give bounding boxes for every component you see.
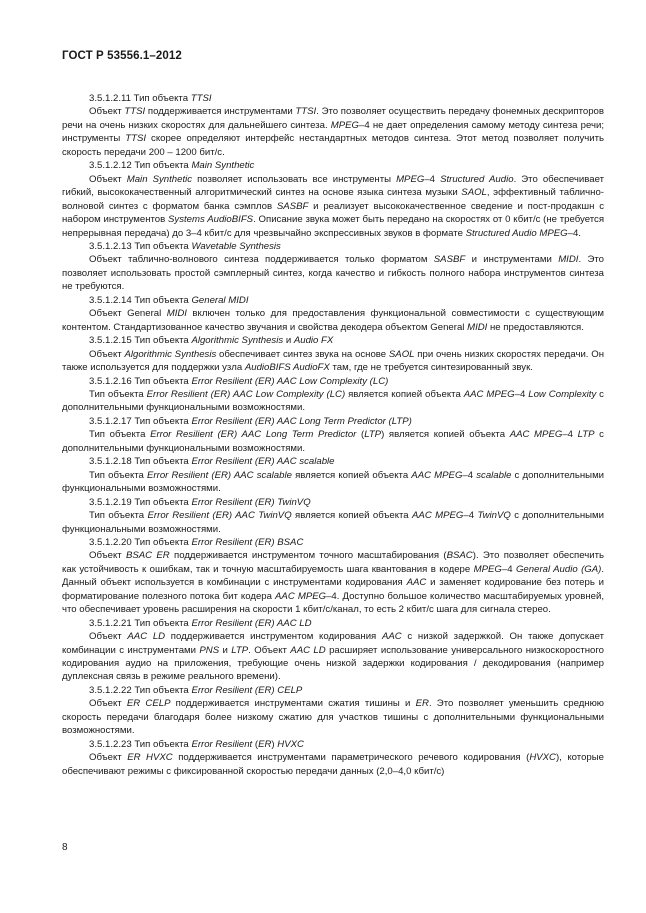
section-heading: 3.5.1.2.19 Тип объекта Error Resilient (ER) TwinVQ — [89, 496, 311, 508]
paragraph: Тип объекта Error Resilient (ER) AAC Long Term Predictor (LTP) является копией объекта AAC MPEG–4 LTP с дополнительными функциональными возможностями. — [62, 429, 604, 454]
section-heading: 3.5.1.2.20 Тип объекта Error Resilient (ER) BSAC — [89, 536, 304, 548]
section-heading: 3.5.1.2.23 Тип объекта Error Resilient (ER) HVXC — [89, 738, 304, 750]
section-heading: 3.5.1.2.12 Тип объекта Main Synthetic — [89, 160, 255, 172]
paragraph: Объект TTSI поддерживается инструментами TTSI. Это позволяет осуществить передачу фонемных дескрипторов речи на очень низких скоростях для дальнейшего синтеза. MPEG–4 не дает определения самому методу синтеза речи; инструменты TTSI скорее определяют интерфейс нестандартных методов синтеза. Этот метод позволяет получить скорость передачи 200 – 1200 бит/с. — [62, 106, 604, 158]
section-heading: 3.5.1.2.17 Тип объекта Error Resilient (ER) AAC Long Term Predictor (LTP) — [89, 415, 412, 427]
paragraph: Тип объекта Error Resilient (ER) AAC Low Complexity (LC) является копией объекта AAC MPEG–4 Low Complexity с дополнительными функциональными возможностями. — [62, 388, 604, 414]
paragraph: Объект Algorithmic Synthesis обеспечивает синтез звука на основе SAOL при очень низких скоростях передачи. Он также используется для поддержки узла AudioBIFS AudioFX там, где не требуется синтезированный звук. — [62, 348, 604, 374]
paragraph: Объект ER HVXC поддерживается инструментами параметрического речевого кодирования (HVXC), которые обеспечивают режимы с фиксированной скоростью передачи данных (2,0–4,0 кбит/с) — [62, 752, 604, 777]
paragraph: Объект General MIDI включен только для предоставления функциональной совместимости с существующим контентом. Стандартизованное качество звучания и свойства декодера объектом General MIDI не предоставляются. — [62, 308, 604, 333]
paragraph: Тип объекта Error Resilient (ER) AAC TwinVQ является копией объекта AAC MPEG–4 TwinVQ с дополнительными функциональными возможностями. — [62, 510, 604, 535]
section-heading: 3.5.1.2.22 Тип объекта Error Resilient (ER) CELP — [89, 684, 303, 696]
paragraph: Объект AAC LD поддерживается инструментом кодирования AAC с низкой задержкой. Он также допускает комбинации с инструментами PNS и LTP. Объект AAC LD расширяет использование универсального низкоскоростного кодирования аудио на приложения, требующие очень низкой задержки кодирования / декодирования (например дуплексная связь в режиме реального времени). — [62, 631, 604, 683]
paragraph: Объект таблично-волнового синтеза поддерживается только форматом SASBF и инструментами MIDI. Это позволяет использовать простой сэмплерный синтез, когда качество и гибкость полного набора инструментов синтеза не требуются. — [62, 254, 604, 293]
section-heading: 3.5.1.2.14 Тип объекта General MIDI — [89, 294, 249, 306]
paragraph: Объект Main Synthetic позволяет использовать все инструменты MPEG–4 Structured Audio. Это обеспечивает гибкий, высококачественный алгоритмический синтез на основе языка синтеза музыки SAOL, эффективный таблично-волновой синтез с форматом банка сэмплов SASBF и реализует высококачественное сведение и пост-продакшн с набором инструментов Systems AudioBIFS. Описание звука может быть передано на скоростях от 0 кбит/с (не требуется непрерывная передача) до 3–4 кбит/с для чрезвычайно экспрессивных звуков в формате Structured Audio MPEG–4. — [62, 173, 605, 239]
paragraph: Объект BSAC ER поддерживается инструментом точного масштабирования (BSAC). Это позволяет обеспечить как устойчивость к ошибкам, так и точную масштабируемость шага квантования в кодере MPEG–4 General Audio (GA). Данный объект используется в комбинации с инструментами кодирования AAC и заменяет кодирование без потерь и форматирование полезного потока бит кодера AAC MPEG–4. Доступно большое количество масштабируемых уровней, что обеспечивает уровень расширения на скорости 1 кбит/с/канал, то есть 2 кбит/с шага для сигнала стерео. — [62, 550, 604, 616]
section-heading: 3.5.1.2.11 Тип объекта TTSI — [89, 93, 212, 104]
section-heading: 3.5.1.2.13 Тип объекта Wavetable Synthesis — [89, 240, 281, 252]
body-text — [62, 92, 604, 778]
section-heading: 3.5.1.2.15 Тип объекта Algorithmic Synthesis и Audio FX — [89, 335, 334, 347]
section-heading: 3.5.1.2.18 Тип объекта Error Resilient (ER) AAC scalable — [89, 456, 335, 468]
standard-header: ГОСТ Р 53556.1–2012 — [62, 50, 182, 62]
paragraph: Объект ER CELP поддерживается инструментами сжатия тишины и ER. Это позволяет уменьшить среднюю скорость передачи благодаря более низкому сжатию для участков тишины с дополнительными функциональными возможностями. — [62, 698, 604, 737]
page-number: 8 — [62, 842, 68, 853]
section-heading: 3.5.1.2.16 Тип объекта Error Resilient (ER) AAC Low Complexity (LC) — [89, 375, 389, 387]
paragraph: Тип объекта Error Resilient (ER) AAC scalable является копией объекта AAC MPEG–4 scalable с дополнительными функциональными возможностями. — [62, 469, 605, 495]
section-heading: 3.5.1.2.21 Тип объекта Error Resilient (ER) AAC LD — [89, 617, 312, 629]
